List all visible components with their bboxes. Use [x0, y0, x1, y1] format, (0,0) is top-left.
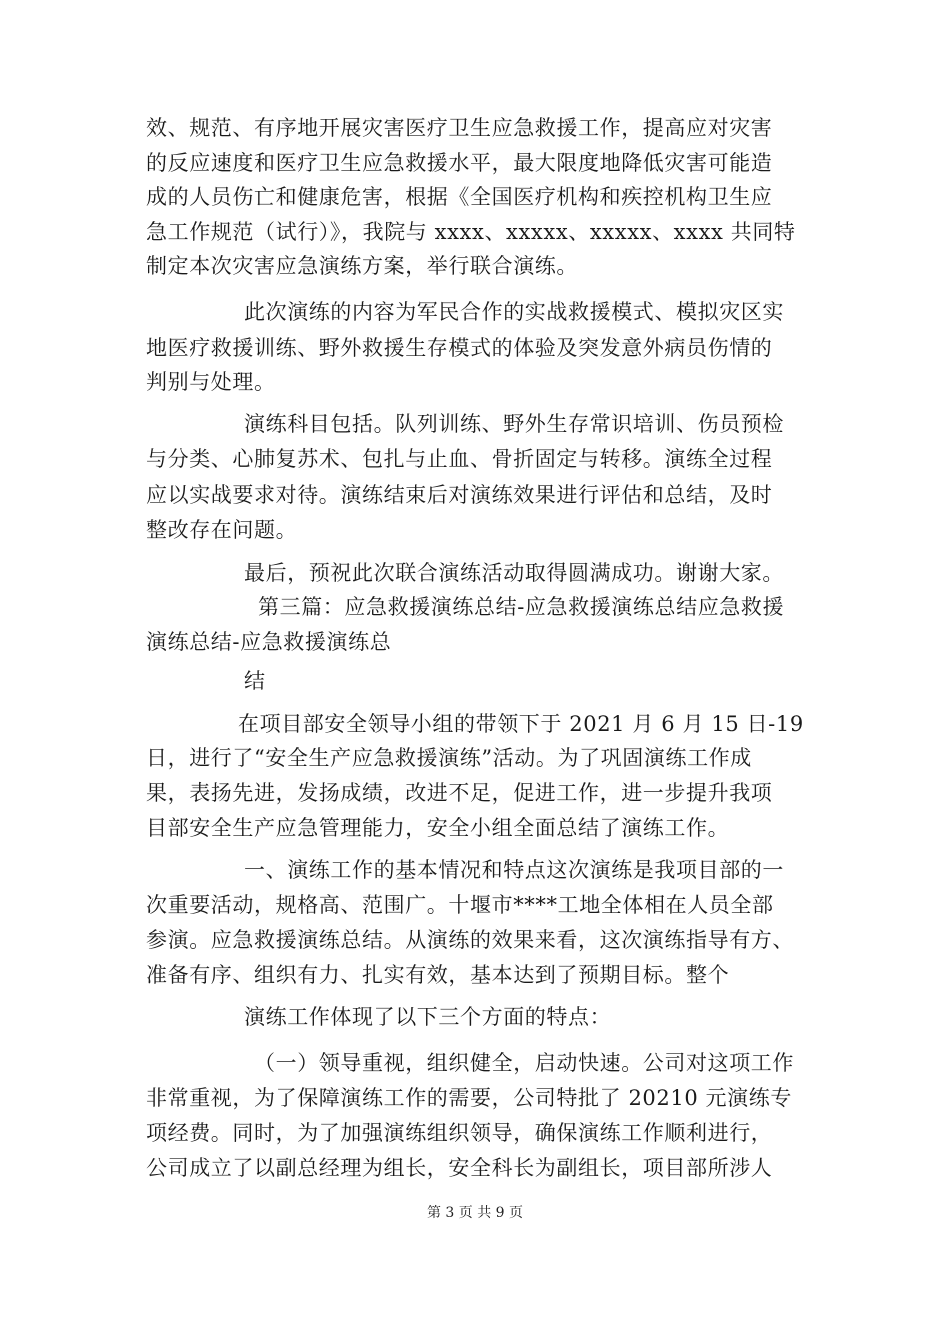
text-line: 参演。应急救援演练总结。从演练的效果来看，这次演练指导有方、	[146, 928, 794, 952]
text-line: 成的人员伤亡和健康危害，根据《全国医疗机构和疾控机构卫生应	[146, 185, 773, 209]
text-line: 果，表扬先进，发扬成绩，改进不足，促进工作，进一步提升我项	[146, 781, 773, 805]
text-line: 演练科目包括。队列训练、野外生存常识培训、伤员预检	[244, 412, 784, 436]
text-line: 制定本次灾害应急演练方案，举行联合演练。	[146, 254, 578, 278]
text-line: 第三篇：应急救援演练总结-应急救援演练总结应急救援	[258, 595, 785, 619]
text-line: 非常重视，为了保障演练工作的需要，公司特批了 20210 元演练专	[146, 1086, 792, 1110]
text-line: 最后，预祝此次联合演练活动取得圆满成功。谢谢大家。	[244, 561, 784, 585]
text-line: 准备有序、组织有力、扎实有效，基本达到了预期目标。整个	[146, 963, 730, 987]
text-line: 应以实战要求对待。演练结束后对演练效果进行评估和总结，及时	[146, 483, 773, 507]
text-line: 在项目部安全领导小组的带领下于 2021 月 6 月 15 日-19	[238, 712, 804, 736]
text-line: 演练总结-应急救援演练总	[146, 630, 392, 654]
text-line: 目部安全生产应急管理能力，安全小组全面总结了演练工作。	[146, 816, 730, 840]
page-footer: 第 3 页 共 9 页	[426, 1205, 524, 1221]
text-line: 急工作规范（试行）》，我院与 xxxx、xxxxx、xxxxx、xxxx 共同特	[146, 220, 796, 244]
text-line: 日，进行了“安全生产应急救援演练”活动。为了巩固演练工作成	[146, 746, 752, 770]
text-line: 整改存在问题。	[146, 518, 298, 542]
text-line: 此次演练的内容为军民合作的实战救援模式、模拟灾区实	[244, 300, 784, 324]
text-line: 的反应速度和医疗卫生应急救援水平，最大限度地降低灾害可能造	[146, 151, 773, 175]
text-line: 结	[244, 669, 266, 693]
text-line: 与分类、心肺复苏术、包扎与止血、骨折固定与转移。演练全过程	[146, 447, 773, 471]
text-line: 一、演练工作的基本情况和特点这次演练是我项目部的一	[244, 858, 784, 882]
text-line: 次重要活动，规格高、范围广。十堰市****工地全体相在人员全部	[146, 893, 774, 917]
text-line: 公司成立了以副总经理为组长，安全科长为副组长，项目部所涉人	[146, 1156, 773, 1180]
text-line: 项经费。同时，为了加强演练组织领导，确保演练工作顺利进行，	[146, 1121, 773, 1145]
text-line: 效、规范、有序地开展灾害医疗卫生应急救援工作，提高应对灾害	[146, 116, 773, 140]
text-line: 演练工作体现了以下三个方面的特点：	[244, 1005, 612, 1029]
text-line: 地医疗救援训练、野外救援生存模式的体验及突发意外病员伤情的	[146, 336, 773, 360]
text-line: （一）领导重视，组织健全，启动快速。公司对这项工作	[254, 1051, 794, 1075]
text-line: 判别与处理。	[146, 370, 276, 394]
